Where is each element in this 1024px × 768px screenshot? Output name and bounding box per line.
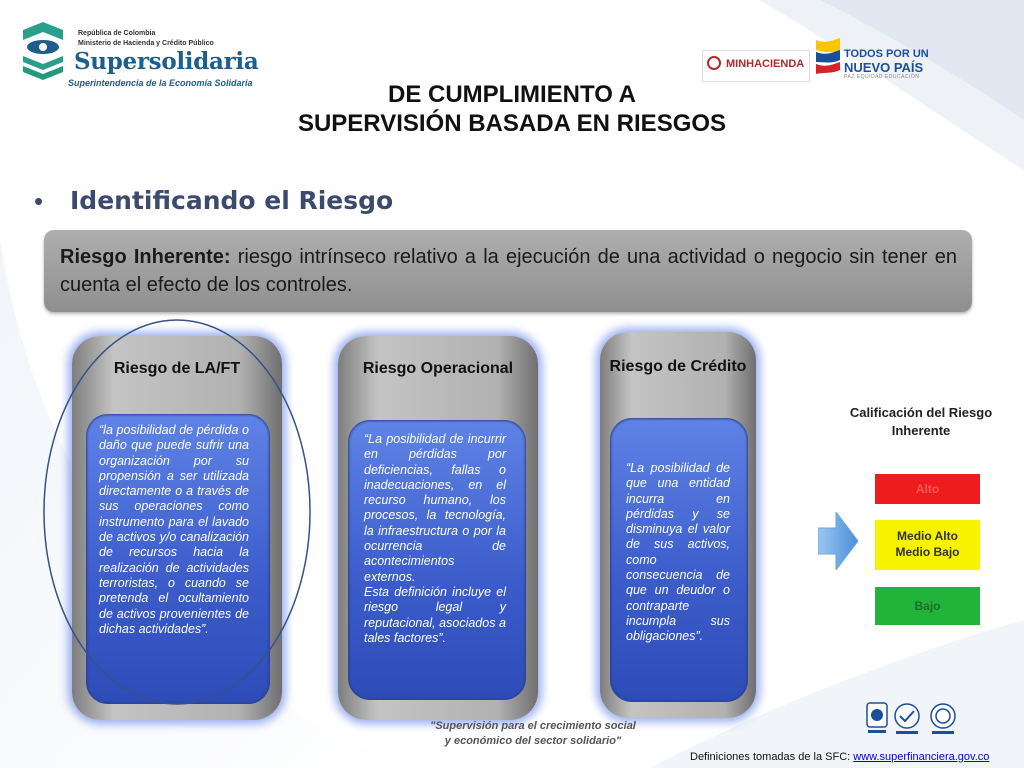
rating-medio-bajo: Medio Bajo — [895, 545, 960, 559]
footer-source-note — [690, 751, 989, 763]
risk-card-operational-definition-part2: Esta definición incluye el riesgo legal y reputacional, asociados a tales factores”. — [364, 584, 506, 645]
right-arrow-icon — [818, 512, 858, 570]
risk-card-laft-definition: “la posibilidad de pérdida o daño que puede sufrir una organización por su propensión a ser utilizada directamente o a través de sus operaciones como instrumento para el lavado de activos y/o canalización de recursos hacia la realización de actividades terroristas, o cuando se pretenda el ocultamiento de activos provenientes de dichas actividades”. — [99, 423, 249, 636]
brand-name: Supersolidaria — [74, 48, 259, 75]
rating-medio-alto: Medio Alto — [897, 529, 958, 543]
todos-por-un-nuevo-pais-logo-icon — [812, 36, 842, 80]
slide-title-line1: DE CUMPLIMIENTO A — [387, 81, 636, 108]
footer-source-text: Definiciones tomadas de la SFC: — [690, 751, 854, 763]
slide-title-line2: SUPERVISIÓN BASADA EN RIESGOS — [297, 110, 727, 137]
brand-subtitle: Superintendencia de la Economía Solidaria — [68, 78, 253, 88]
definition-body: riesgo intrínseco relativo a la ejecución de una actividad o negocio sin tener en cuenta el efecto de los controles. — [60, 246, 957, 296]
footer-slogan-line2: y económico del sector solidario" — [444, 735, 622, 747]
risk-card-credit-title: Riesgo de Crédito — [609, 358, 747, 375]
supersolidaria-logo-icon — [20, 20, 66, 82]
brand-republic-label: República de Colombia — [78, 30, 156, 37]
minhacienda-label: MINHACIENDA — [726, 58, 805, 70]
rating-title: Calificación del Riesgo Inherente — [849, 405, 993, 438]
iqnet-certification-icon — [926, 702, 960, 736]
risk-card-operational-definition-part1: “La posibilidad de incurrir en pérdidas por deficiencias, fallas o inadecuaciones, en el recurso humano, los procesos, la tecnología, la infraestructura o por la ocurrencia de acontecimientos externos. — [364, 432, 506, 584]
rating-bajo: Bajo — [875, 587, 980, 625]
colombia-seal-icon — [707, 56, 721, 70]
footer-slogan-line1: "Supervisión para el crecimiento social — [430, 720, 636, 732]
risk-card-operational-title: Riesgo Operacional — [362, 360, 514, 377]
risk-card-laft-title: Riesgo de LA/FT — [113, 360, 241, 377]
section-heading: Identificando el Riesgo — [70, 186, 394, 215]
todos-line1: TODOS POR UN — [844, 48, 929, 60]
slide-title — [150, 80, 874, 138]
rating-medio — [875, 520, 980, 570]
highlight-ellipse — [42, 318, 312, 706]
risk-card-operational-definition — [364, 432, 506, 646]
definition-term: Riesgo Inherente: — [60, 246, 231, 268]
definition-text — [60, 243, 957, 299]
certification-icon — [892, 702, 922, 736]
footer-source-link[interactable]: www.superfinanciera.gov.co — [853, 751, 990, 763]
todos-line2: NUEVO PAÍS — [844, 60, 924, 75]
todos-tagline: PAZ EQUIDAD EDUCACIÓN — [844, 74, 920, 80]
footer-slogan — [418, 719, 648, 749]
risk-card-credit-definition: “La posibilidad de que una entidad incurra en pérdidas y se disminuya el valor de sus activos, como consecuencia de que un deudor o contraparte incumpla sus obligaciones”. — [626, 461, 730, 644]
rating-alto: Alto — [875, 474, 980, 504]
bullet-marker: • — [34, 186, 44, 216]
certification-icon — [866, 702, 888, 736]
brand-ministry-label: Ministerio de Hacienda y Crédito Público — [78, 40, 214, 47]
